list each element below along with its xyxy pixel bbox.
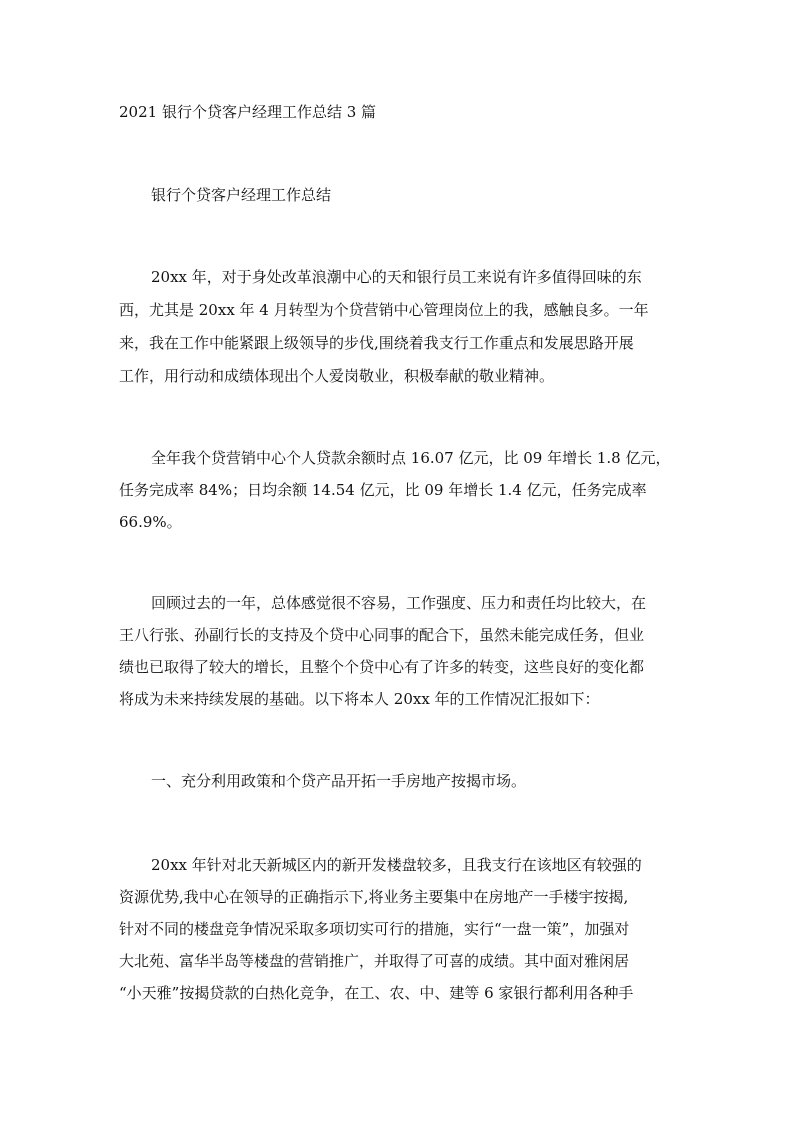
document-title: 2021 银行个贷客户经理工作总结 3 篇: [119, 103, 377, 121]
paragraph-line: 西，尤其是 20xx 年 4 月转型为个贷营销中心管理岗位上的我，感触良多。一年: [119, 301, 649, 319]
paragraph-line: 大北苑、富华半岛等楼盘的营销推广，并取得了可喜的成绩。其中面对雅闲居: [119, 952, 630, 970]
paragraph-line: 绩也已取得了较大的增长，且整个个贷中心有了许多的转变，这些良好的变化都: [119, 658, 645, 676]
paragraph-line: 66.9%。: [119, 513, 182, 531]
paragraph-line: 20xx 年，对于身处改革浪潮中心的天和银行员工来说有许多值得回味的东: [151, 268, 642, 286]
section-heading: 银行个贷客户经理工作总结: [151, 186, 332, 204]
paragraph-line: “小天雅”按揭贷款的白热化竞争，在工、农、中、建等 6 家银行都利用各种手: [119, 984, 634, 1002]
paragraph-line: 王八行张、孙副行长的支持及个贷中心同事的配合下，虽然未能完成任务，但业: [119, 626, 645, 644]
paragraph-line: 回顾过去的一年，总体感觉很不容易，工作强度、压力和责任均比较大，在: [151, 594, 647, 612]
paragraph-line: 来，我在工作中能紧跟上级领导的步伐,围绕着我支行工作重点和发展思路开展: [119, 334, 634, 352]
paragraph-line: 将成为未来持续发展的基础。以下将本人 20xx 年的工作情况汇报如下：: [119, 690, 600, 708]
paragraph-line: 针对不同的楼盘竞争情况采取多项切实可行的措施，实行“一盘一策”，加强对: [119, 920, 630, 938]
paragraph-line: 任务完成率 84%；日均余额 14.54 亿元，比 09 年增长 1.4 亿元，任务完成率: [119, 481, 647, 499]
paragraph-line: 全年我个贷营销中心个人贷款余额时点 16.07 亿元，比 09 年增长 1.8 亿元，: [151, 449, 671, 467]
paragraph-line: 20xx 年针对北天新城区内的新开发楼盘较多，且我支行在该地区有较强的: [151, 856, 642, 874]
section-heading: 一、充分利用政策和个贷产品开拓一手房地产按揭市场。: [151, 772, 527, 790]
paragraph-line: 工作，用行动和成绩体现出个人爱岗敬业，积极奉献的敬业精神。: [119, 367, 555, 385]
paragraph-line: 资源优势,我中心在领导的正确指示下,将业务主要集中在房地产一手楼宇按揭,: [119, 888, 629, 906]
